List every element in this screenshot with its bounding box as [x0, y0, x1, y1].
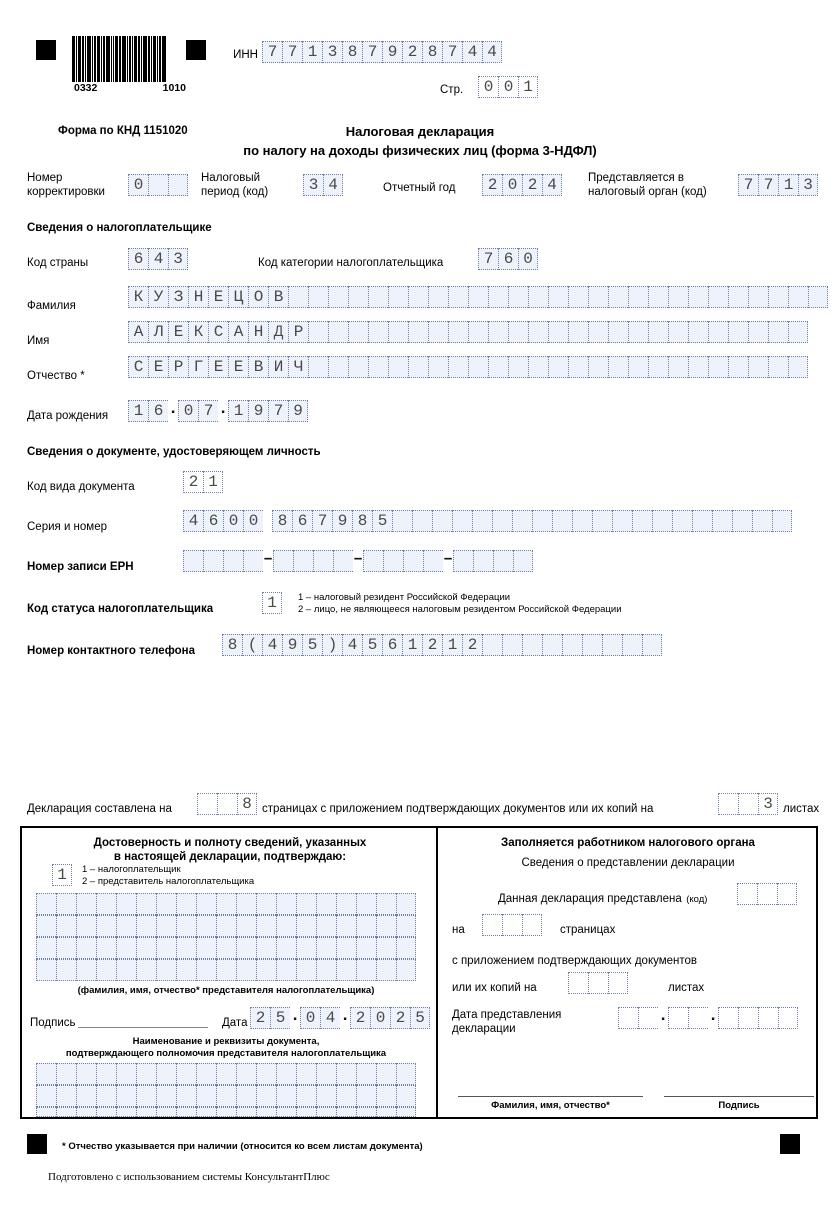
ern-separator-3: – — [443, 550, 454, 569]
prepared-footnote: Подготовлено с использованием системы КонсультантПлюс — [48, 1171, 330, 1183]
office-signature-line — [664, 1096, 814, 1097]
date-separator-2: . — [340, 1007, 351, 1026]
bottom-box-bottom-border — [20, 1117, 818, 1119]
pages-row-text-after: листах — [783, 803, 820, 815]
authority-label-line1: Представляется в — [588, 172, 685, 184]
attachment-sheets-field[interactable]: 3 — [718, 793, 778, 815]
office-fio-line — [458, 1096, 643, 1097]
taxpayer-status-field[interactable]: 1 — [262, 592, 282, 614]
authority-doc-caption-line1: Наименование и реквизиты документа, — [132, 1036, 320, 1047]
office-date-separator-1: . — [658, 1007, 669, 1026]
birthdate-label: Дата рождения — [27, 410, 109, 422]
authority-doc-row[interactable] — [36, 1063, 416, 1085]
authority-label-line2: налоговый орган (код) — [588, 186, 707, 198]
birthdate-field[interactable]: 1 6 . 0 7 . 1 9 7 9 — [128, 400, 308, 422]
inn-field[interactable]: 7 7 1 3 8 7 9 2 8 7 4 4 — [262, 41, 502, 63]
declaration-date-field[interactable]: 2 5 . 0 4 . 2 0 2 5 — [250, 1007, 430, 1029]
office-copies-field[interactable] — [568, 972, 628, 994]
form-code-label: Форма по КНД 1151020 — [58, 125, 188, 137]
correction-number-field[interactable]: 0 — [128, 174, 188, 196]
series-number-gap — [263, 510, 272, 532]
bottom-box-divider — [436, 826, 438, 1119]
page-number-label: Стр. — [440, 84, 464, 96]
signature-line[interactable] — [78, 1027, 208, 1028]
barcode-left-number: 0332 — [74, 82, 98, 94]
birthdate-separator-1: . — [168, 400, 179, 419]
country-code-field[interactable]: 6 4 3 — [128, 248, 188, 270]
authority-doc-caption-line2: подтверждающего полномочия представителя налогоплательщика — [65, 1048, 387, 1059]
series-number-field[interactable]: 4 6 0 0 8 6 7 9 8 5 — [183, 510, 792, 532]
document-type-field[interactable]: 2 1 — [183, 471, 223, 493]
representative-name-row[interactable] — [36, 959, 416, 981]
office-pages-word: страницах — [560, 924, 616, 936]
representative-name-row[interactable] — [36, 893, 416, 915]
authority-doc-row[interactable] — [36, 1107, 416, 1117]
status-hint-nonresident: 2 – лицо, не являющееся налоговым резидентом Российской Федерации — [298, 604, 622, 615]
office-block-title: Заполняется работником налогового органа — [501, 837, 755, 849]
office-fio-caption: Фамилия, имя, отчество* — [491, 1100, 610, 1111]
office-copies-label: или их копий на — [452, 982, 537, 994]
document-type-label: Код вида документа — [27, 481, 135, 493]
confirm-option-representative: 2 – представитель налогоплательщика — [82, 876, 255, 887]
ern-separator-1: – — [263, 550, 274, 569]
bottom-box-top-border — [20, 826, 818, 828]
patronymic-label: Отчество * — [27, 370, 85, 382]
office-on-label: на — [452, 924, 465, 936]
declaration-pages-field[interactable]: 8 — [197, 793, 257, 815]
taxpayer-status-label: Код статуса налогоплательщика — [27, 603, 214, 615]
barcode-right-number: 1010 — [162, 82, 186, 94]
date-label: Дата — [222, 1017, 248, 1029]
page-number-field[interactable]: 0 0 1 — [478, 76, 538, 98]
office-signature-caption: Подпись — [718, 1100, 760, 1111]
barcode-bars — [72, 36, 186, 82]
submitted-code-field[interactable] — [737, 883, 797, 905]
barcode-numbers — [74, 82, 186, 94]
series-number-label: Серия и номер — [27, 521, 108, 533]
corner-mark-top-left — [36, 40, 56, 60]
date-separator-1: . — [290, 1007, 301, 1026]
office-date-label-line2: декларации — [452, 1023, 516, 1035]
taxpayer-category-label: Код категории налогоплательщика — [258, 257, 444, 269]
office-pages-field[interactable] — [482, 914, 542, 936]
confirm-code-field[interactable]: 1 — [52, 864, 72, 886]
representative-name-caption: (фамилия, имя, отчество* представителя налогоплательщика) — [77, 985, 375, 996]
barcode — [72, 36, 186, 94]
corner-mark-top-inner — [186, 40, 206, 60]
status-hint-resident: 1 – налоговый резидент Российской Федерации — [298, 592, 511, 603]
corner-mark-bottom-right — [780, 1134, 800, 1154]
taxpayer-section-heading: Сведения о налогоплательщике — [27, 222, 212, 234]
surname-field[interactable]: К У З Н Е Ц О В — [128, 286, 828, 308]
reporting-year-field[interactable]: 2 0 2 4 — [482, 174, 562, 196]
representative-name-row[interactable] — [36, 915, 416, 937]
birthdate-separator-2: . — [218, 400, 229, 419]
submitted-code-label: (код) — [686, 894, 708, 905]
representative-name-row[interactable] — [36, 937, 416, 959]
pages-row-text-before: Декларация составлена на — [27, 803, 172, 815]
office-copies-word: листах — [668, 982, 705, 994]
patronymic-field[interactable]: С Е Р Г Е Е В И Ч — [128, 356, 808, 378]
document-section-heading: Сведения о документе, удостоверяющем личность — [27, 446, 321, 458]
office-attachments-label: с приложением подтверждающих документов — [452, 955, 698, 967]
tax-period-field[interactable]: 3 4 — [303, 174, 343, 196]
document-title-line1: Налоговая декларация — [345, 124, 495, 139]
office-date-field[interactable] — [618, 1007, 798, 1029]
confirm-title-line2: в настоящей декларации, подтверждаю: — [113, 851, 347, 863]
document-title-line2: по налогу на доходы физических лиц (форма 3-НДФЛ) — [243, 143, 597, 158]
confirm-title-line1: Достоверность и полноту сведений, указанных — [93, 837, 367, 849]
contact-phone-field[interactable]: 8 ( 4 9 5 ) 4 5 6 1 2 1 2 — [222, 634, 662, 656]
tax-authority-code-field[interactable]: 7 7 1 3 — [738, 174, 818, 196]
period-label-line1: Налоговый — [201, 172, 261, 184]
ern-separator-2: – — [353, 550, 364, 569]
reporting-year-label: Отчетный год — [383, 182, 456, 194]
firstname-field[interactable]: А Л Е К С А Н Д Р — [128, 321, 808, 343]
ern-record-number-label: Номер записи ЕРН — [27, 561, 134, 573]
taxpayer-category-field[interactable]: 7 6 0 — [478, 248, 538, 270]
office-block-subtitle: Сведения о представлении декларации — [521, 857, 735, 869]
office-date-separator-2: . — [708, 1007, 719, 1026]
firstname-label: Имя — [27, 335, 50, 347]
submitted-label: Данная декларация представлена — [498, 893, 682, 905]
contact-phone-label: Номер контактного телефона — [27, 645, 195, 657]
asterisk-footnote: * Отчество указывается при наличии (относится ко всем листам документа) — [62, 1141, 423, 1152]
ern-record-number-field[interactable] — [183, 550, 533, 572]
bottom-box-left-border — [20, 826, 22, 1119]
period-label-line2: период (код) — [201, 186, 269, 198]
bottom-box-right-border — [816, 826, 818, 1119]
surname-label: Фамилия — [27, 300, 76, 312]
corner-mark-bottom-left — [27, 1134, 47, 1154]
inn-label: ИНН — [233, 49, 258, 61]
country-code-label: Код страны — [27, 257, 89, 269]
confirm-option-taxpayer: 1 – налогоплательщик — [82, 864, 181, 875]
authority-doc-row[interactable] — [36, 1085, 416, 1107]
office-date-label-line1: Дата представления — [452, 1009, 562, 1021]
correction-label-line1: Номер — [27, 172, 63, 184]
correction-label-line2: корректировки — [27, 186, 105, 198]
pages-row-text-middle: страницах с приложением подтверждающих документов или их копий на — [262, 803, 654, 815]
signature-label: Подпись — [30, 1017, 76, 1029]
